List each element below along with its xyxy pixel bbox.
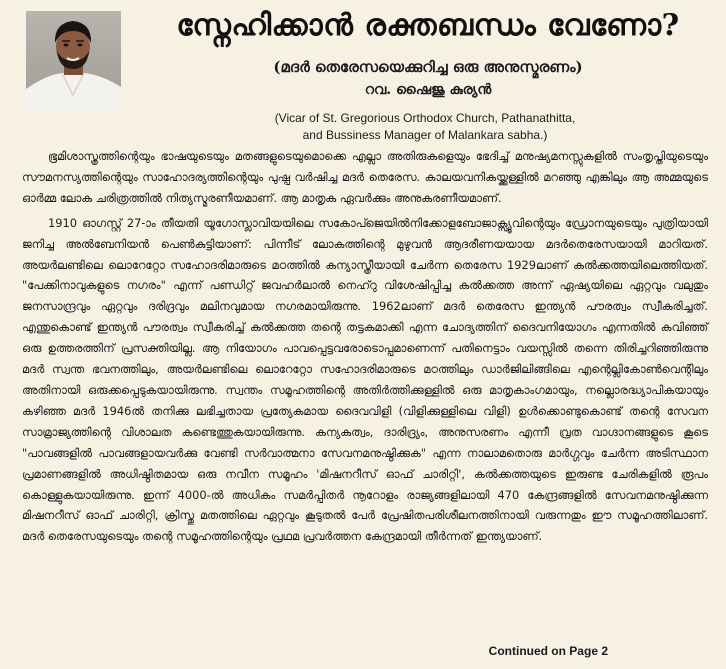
article-title: സ്നേഹിക്കാൻ രക്തബന്ധം വേണോ? xyxy=(176,8,680,43)
article-subtitle: (മദർ തെരേസയെക്കുറിച്ച ഒരു അനുസ്മരണം) xyxy=(273,58,583,76)
article-paragraph: 1910 ഓഗസ്റ്റ് 27-ാം തീയതി യൂഗോസ്ലാവിയയിലെ സകോപ്ജെയിൽനിക്കോളബോജാക്സ്യൂവിന്റെയും ഡ്രോനയുടെയും പുത്രിയായി ജനിച്ച അൽബേനിയൻ പെൺകുട്ടിയാണ്: പിന്നീട് ലോകത്തിന്റെ മുഴുവൻ ആദരീണയയായ മദർതെരേസയായി മാറിയത്. അയർലണ്ടിലെ ലൊറേറ്റോ സഹോദരിമാരുടെ മഠത്തിൽ കന്യാസ്ത്രീയായി ചേർന്ന തെരേസ 1929ലാണ് കൽക്കത്തയിലെത്തിയത്. "പേക്കിനാവുകളുടെ നഗരം" എന്ന് പണ്ഡിറ്റ് ജവഹർലാൽ നെഹ്റു വിശേഷിപ്പിച്ച കൽക്കത്ത അന്ന് ഏഷ്യയിലെ ഏറ്റവും വലുതും ജനസാന്ദ്രവും ഏറ്റവും ദരിദ്രവും മലിനവുമായ നഗരമായിരുന്നു. 1962ലാണ് മദർ തെരേസ ഇന്ത്യൻ പൗരത്വം സ്വീകരിച്ചത്. എന്തുകൊണ്ട് ഇന്ത്യൻ പൗരത്വം സ്വീകരിച്ച് കൽക്കത്ത തന്റെ തട്ടകമാക്കി എന്ന ചോദ്യത്തിന് ദൈവനിയോഗം എന്നതിൽ കവിഞ്ഞ് ഒരു ഉത്തരത്തിന് പ്രസക്തിയില്ല. ആ നിയോഗം പാവപ്പെട്ടവരോടൊപ്പമാണെന്ന് പതിനെട്ടാം വയസ്സിൽ തന്നെ തിരിച്ചറിഞ്ഞിരുന്നു മദർ സ്വന്ത ഭവനത്തിലും, അയർലണ്ടിലെ ലൊറേറ്റോ സഹോദരിമാരുടെ മഠത്തിലും ഡാർജിലിങ്ങിലെ എന്റെല്ലികോൺവെന്റിലും അതിനായി ഒരുക്കപ്പെടുകയായിരുന്നു. സ്വന്തം സമൂഹത്തിന്റെ അതിർത്തിക്കുള്ളിൽ ഒരു മാതൃകാംഗമായും, നല്ലൊരദ്ധ്യാപികയായും കഴിഞ്ഞ മദർ 1946ൽ തനിക്കു ലഭിച്ചതായ പ്രത്യേകമായ ദൈവവിളി (വിളിക്കുള്ളിലെ വിളി) ഉൾക്കൊണ്ടുകൊണ്ട് തന്റെ സേവന സാമ്രാജ്യത്തിന്റെ വിശാലത കണ്ടെത്തുകയായിരുന്നു. കന്യകത്വം, ദാരിദ്ര്യം, അനുസരണം എന്നീ വ്രത വാഗ്ദാനങ്ങളുടെ കൂടെ "പാവങ്ങളിൽ പാവങ്ങളായവർക്കു വേണ്ടി സർവാത്മനാ സേവനമനുഷ്ഠിക്കുക" എന്ന നാലാമതൊരു മാർഗ്ഗവും ചേർന്ന അടിസ്ഥാന പ്രമാണങ്ങളിൽ അധിഷ്ഠിതമായ ഒരു നവീന സമൂഹം 'മിഷനറീസ് ഓഫ് ചാരിറ്റി', കൽക്കത്തയുടെ ഇരുണ്ട ചേരികളിൽ രൂപം കൊള്ളുകയായിരുന്നു. ഇന്ന് 4000-ൽ അധികം സമർപ്പിതർ നൂറോളം രാജ്യങ്ങളിലായി 470 കേന്ദ്രങ്ങളിൽ സേവനമനുഷ്ഠിക്കുന്ന മിഷനറീസ് ഓഫ് ചാരിറ്റി, ക്രിസ്തു മതത്തിലെ ഏറ്റവും കൂടുതൽ പേർ പ്രേഷിതപരിശീലനത്തിനായി വരുന്നതും ഈ സമൂഹത്തിലാണ്. മദർ തെരേസയുടെയും തന്റെ സമൂഹത്തിന്റെയും പ്രഥമ പ്രവർത്തന കേന്ദ്രമായി തീർന്നത് ഇന്ത്യയാണ്. xyxy=(22,215,708,544)
continued-note: Continued on Page 2 xyxy=(488,644,608,658)
author-photo xyxy=(26,11,121,111)
author-name: റവ. ഷൈജു കുര്യൻ xyxy=(364,82,492,98)
designation-line: and Bussiness Manager of Malankara sabha.) xyxy=(302,128,548,142)
designation-line: (Vicar of St. Gregorious Orthodox Church, Pathanathitta, xyxy=(274,111,576,125)
article-body xyxy=(22,146,708,550)
author-designation xyxy=(230,110,620,144)
article-paragraph: ഭൂമിശാസ്ത്രത്തിന്റെയും ഭാഷയുടെയും മതങ്ങളുടെയുമൊക്കെ എല്ലാ അതിരുകളെയും ഭേദിച്ച് മനുഷ്യമനസ്സുകളിൽ സംതൃപ്തിയുടെയും സൗമനസ്യത്തിന്റെയും സാഹോദര്യത്തിന്റെയും പുഷ്പ വർഷിച്ച മദർ തെരേസ. കാലയവനികയ്ക്കുള്ളിൽ മറഞ്ഞു എങ്കിലും ആ അമ്മയുടെ ഓർമ്മ ലോക ചരിത്രത്തിൽ നിത്യസ്മരണീയമാണ്. ആ മാതൃക ഏവർക്കും അനുകരണീയമാണ്. xyxy=(22,149,708,205)
